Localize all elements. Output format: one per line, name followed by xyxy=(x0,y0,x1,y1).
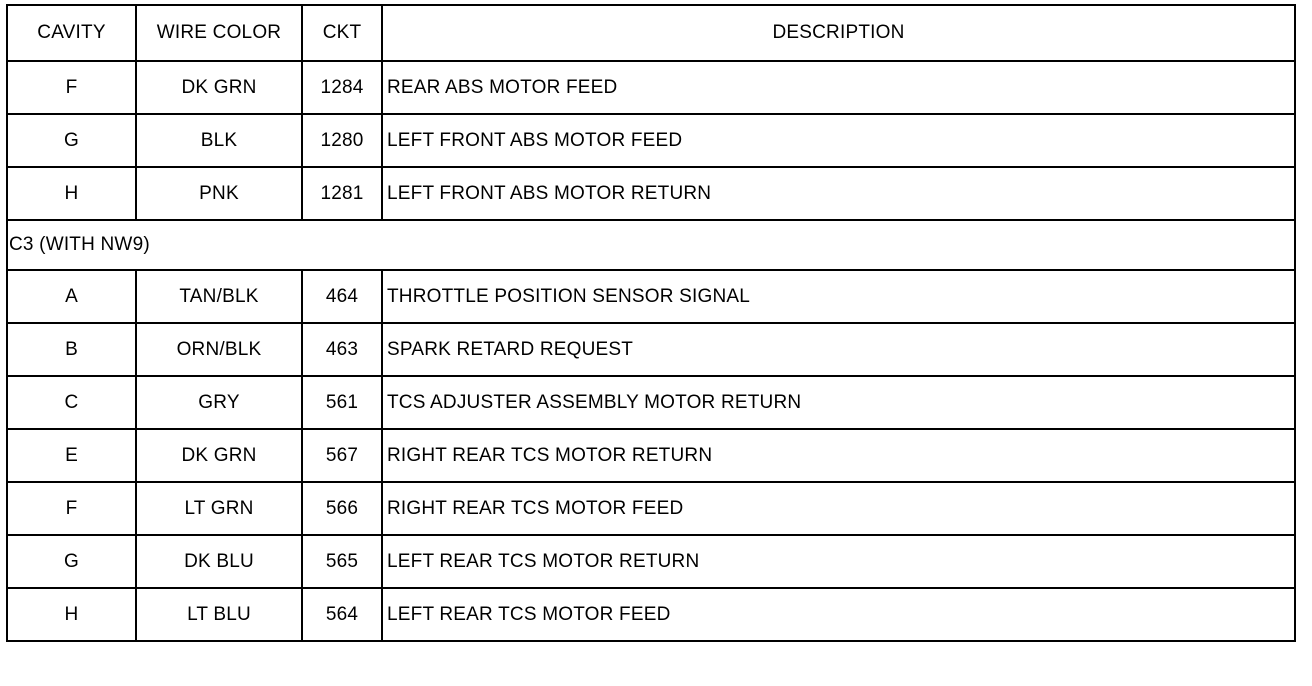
ckt-cell: 567 xyxy=(302,429,382,482)
description-cell: LEFT FRONT ABS MOTOR FEED xyxy=(382,114,1295,167)
section-row xyxy=(7,220,1295,270)
cavity-cell: F xyxy=(7,482,136,535)
ckt-cell: 464 xyxy=(302,270,382,323)
header-cavity: CAVITY xyxy=(7,5,136,61)
table-row xyxy=(7,376,1295,429)
connector-pinout-table xyxy=(6,4,1296,642)
wire-color-cell: GRY xyxy=(136,376,302,429)
ckt-cell: 564 xyxy=(302,588,382,641)
description-cell: LEFT REAR TCS MOTOR RETURN xyxy=(382,535,1295,588)
cavity-cell: G xyxy=(7,535,136,588)
cavity-cell: H xyxy=(7,167,136,220)
table-row xyxy=(7,323,1295,376)
ckt-cell: 1281 xyxy=(302,167,382,220)
table-row xyxy=(7,588,1295,641)
table-row xyxy=(7,167,1295,220)
table-row xyxy=(7,482,1295,535)
cavity-cell: A xyxy=(7,270,136,323)
description-cell: TCS ADJUSTER ASSEMBLY MOTOR RETURN xyxy=(382,376,1295,429)
wire-color-cell: DK BLU xyxy=(136,535,302,588)
cavity-cell: B xyxy=(7,323,136,376)
description-cell: LEFT FRONT ABS MOTOR RETURN xyxy=(382,167,1295,220)
table-row xyxy=(7,61,1295,114)
ckt-cell: 566 xyxy=(302,482,382,535)
ckt-cell: 1284 xyxy=(302,61,382,114)
header-ckt: CKT xyxy=(302,5,382,61)
wire-color-cell: TAN/BLK xyxy=(136,270,302,323)
wire-color-cell: BLK xyxy=(136,114,302,167)
description-cell: THROTTLE POSITION SENSOR SIGNAL xyxy=(382,270,1295,323)
wire-color-cell: LT GRN xyxy=(136,482,302,535)
description-cell: LEFT REAR TCS MOTOR FEED xyxy=(382,588,1295,641)
wire-color-cell: ORN/BLK xyxy=(136,323,302,376)
description-cell: REAR ABS MOTOR FEED xyxy=(382,61,1295,114)
header-description: DESCRIPTION xyxy=(382,5,1295,61)
description-cell: RIGHT REAR TCS MOTOR RETURN xyxy=(382,429,1295,482)
cavity-cell: F xyxy=(7,61,136,114)
cavity-cell: E xyxy=(7,429,136,482)
ckt-cell: 1280 xyxy=(302,114,382,167)
table-row xyxy=(7,535,1295,588)
table-row xyxy=(7,429,1295,482)
section-label: C3 (WITH NW9) xyxy=(7,220,1295,270)
cavity-cell: H xyxy=(7,588,136,641)
cavity-cell: C xyxy=(7,376,136,429)
wire-color-cell: DK GRN xyxy=(136,61,302,114)
wire-color-cell: PNK xyxy=(136,167,302,220)
cavity-cell: G xyxy=(7,114,136,167)
description-cell: RIGHT REAR TCS MOTOR FEED xyxy=(382,482,1295,535)
description-cell: SPARK RETARD REQUEST xyxy=(382,323,1295,376)
ckt-cell: 561 xyxy=(302,376,382,429)
table-header-row xyxy=(7,5,1295,61)
table-row xyxy=(7,114,1295,167)
wire-color-cell: DK GRN xyxy=(136,429,302,482)
wire-color-cell: LT BLU xyxy=(136,588,302,641)
ckt-cell: 463 xyxy=(302,323,382,376)
table-row xyxy=(7,270,1295,323)
header-wire-color: WIRE COLOR xyxy=(136,5,302,61)
ckt-cell: 565 xyxy=(302,535,382,588)
